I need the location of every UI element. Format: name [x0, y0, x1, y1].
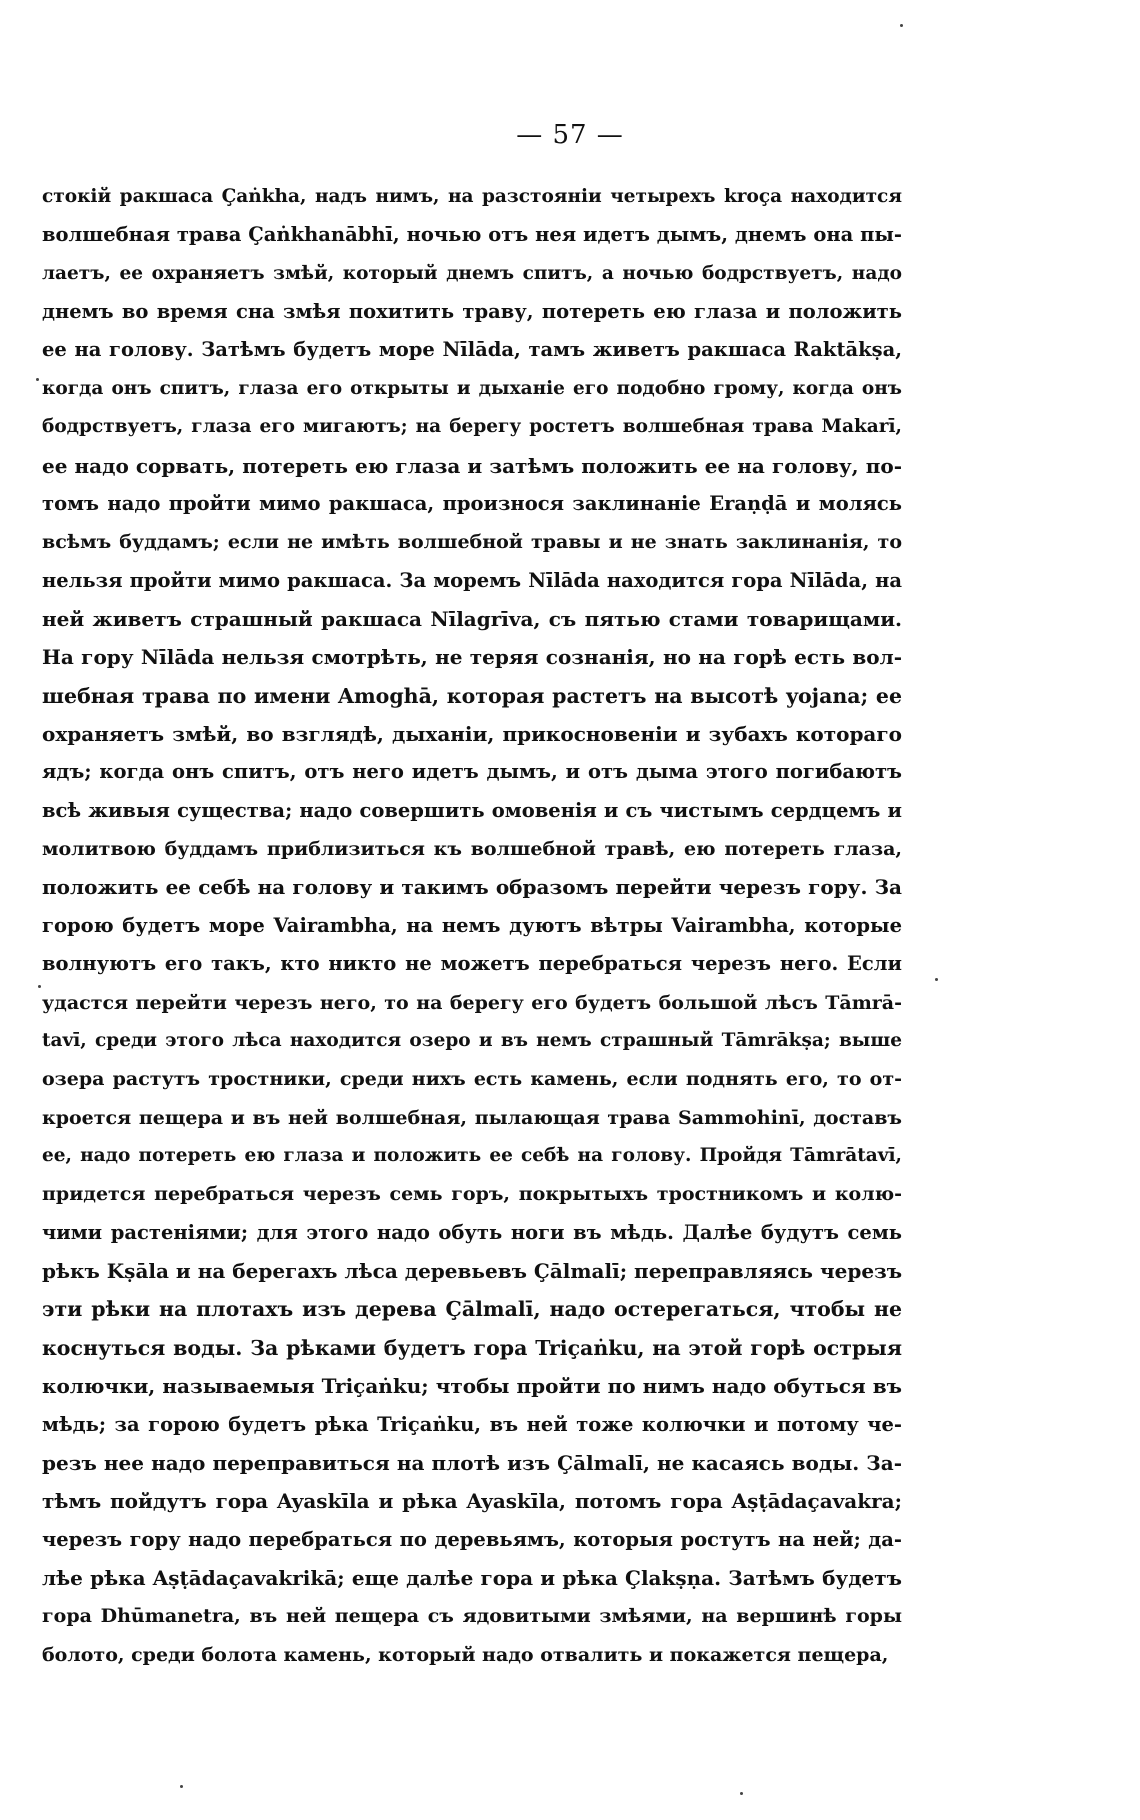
- text-line: черезъ гору надо перебраться по деревьямъ, которыя ростутъ на ней; да-: [42, 1527, 902, 1551]
- body-text: [42, 178, 902, 1674]
- page-number: — 57 —: [516, 120, 624, 150]
- text-line: удастся перейти черезъ него, то на берегу его будетъ большой лѣсъ Tāmrā-: [42, 991, 902, 1014]
- text-line: придется перебраться черезъ семь горъ, покрытыхъ тростникомъ и колю-: [42, 1183, 902, 1206]
- text-line: лаетъ, ее охраняетъ змѣй, который днемъ спитъ, а ночью бодрствуетъ, надо: [42, 262, 902, 284]
- text-line: tavī, среди этого лѣса находится озеро и въ немъ страшный Tāmrākṣa; выше: [42, 1029, 902, 1051]
- text-line: коснуться воды. За рѣками будетъ гора Triçaṅku, на этой горѣ острыя: [42, 1335, 902, 1360]
- text-line: чими растеніями; для этого надо обуть ноги въ мѣдь. Далѣе будутъ семь: [42, 1220, 902, 1244]
- scan-speck: [180, 1785, 183, 1788]
- text-line: охраняетъ змѣй, во взглядѣ, дыханіи, прикосновеніи и зубахъ котораго: [42, 722, 902, 747]
- text-line: ее, надо потереть ею глаза и положить ее себѣ на голову. Пройдя Tāmrātavī,: [42, 1144, 902, 1166]
- text-line: колючки, называемыя Triçaṅku; чтобы пройти по нимъ надо обуться въ: [42, 1374, 902, 1399]
- text-line: бодрствуетъ, глаза его мигаютъ; на берегу ростетъ волшебная трава Makarī,: [42, 416, 902, 438]
- text-line: всѣ живыя существа; надо совершить омовенія и съ чистымъ сердцемъ и: [42, 798, 902, 822]
- scan-speck: [38, 985, 41, 988]
- text-line: горою будетъ море Vairambha, на немъ дуютъ вѣтры Vairambha, которые: [42, 913, 902, 937]
- text-line: шебная трава по имени Amoghā, которая растетъ на высотѣ yojana; ее: [42, 683, 902, 708]
- text-line: лѣе рѣка Aṣṭādaçavakrikā; еще далѣе гора и рѣка Çlakṣṇa. Затѣмъ будетъ: [42, 1565, 902, 1590]
- text-line: ядъ; когда онъ спитъ, отъ него идетъ дымъ, и отъ дыма этого погибаютъ: [42, 760, 902, 784]
- text-line: ней живетъ страшный ракшаса Nīlagrīva, съ пятью стами товарищами.: [42, 606, 902, 631]
- text-line: тѣмъ пойдутъ гора Ayaskīla и рѣка Ayaskīla, потомъ гора Aṣṭādaçavakra;: [42, 1489, 902, 1514]
- text-line: стокій ракшаса Çaṅkha, надъ нимъ, на разстояніи четырехъ kroça находится: [42, 186, 902, 207]
- text-line: кроется пещера и въ ней волшебная, пылающая трава Sammohinī, доставъ: [42, 1106, 902, 1129]
- text-line: мѣдь; за горою будетъ рѣка Triçaṅku, въ ней тоже колючки и потому че-: [42, 1412, 902, 1436]
- text-line: озера растутъ тростники, среди нихъ есть камень, если поднять его, то от-: [42, 1068, 902, 1091]
- text-line: ее надо сорвать, потереть ею глаза и затѣмъ положить ее на голову, по-: [42, 453, 902, 478]
- text-line: рѣкъ Kṣāla и на берегахъ лѣса деревьевъ Çālmalī; переправляясь черезъ: [42, 1259, 902, 1284]
- text-line: когда онъ спитъ, глаза его открыты и дыханіе его подобно грому, когда онъ: [42, 377, 902, 399]
- text-line: эти рѣки на плотахъ изъ дерева Çālmalī, надо остерегаться, чтобы не: [42, 1297, 902, 1322]
- text-line: волшебная трава Çaṅkhanābhī, ночью отъ нея идетъ дымъ, днемъ она пы-: [42, 223, 902, 247]
- text-line: положить ее себѣ на голову и такимъ образомъ перейти черезъ гору. За: [42, 875, 902, 900]
- text-line: нельзя пройти мимо ракшаса. За моремъ Nīlāda находится гора Nīlāda, на: [42, 568, 902, 592]
- scan-speck: [36, 378, 39, 381]
- text-line: На гору Nīlāda нельзя смотрѣть, не теряя сознанія, но на горѣ есть вол-: [42, 645, 902, 670]
- text-line: днемъ во время сна змѣя похитить траву, потереть ею глаза и положить: [42, 300, 902, 324]
- text-line: томъ надо пройти мимо ракшаса, произнося заклинаніе Eraṇḍā и молясь: [42, 491, 902, 515]
- scan-speck: [935, 978, 938, 981]
- text-line: молитвою буддамъ приблизиться къ волшебной травѣ, ею потереть глаза,: [42, 838, 902, 861]
- scan-speck: [740, 1792, 743, 1795]
- text-line: гора Dhūmanetra, въ ней пещера съ ядовитыми змѣями, на вершинѣ горы: [42, 1605, 902, 1628]
- scan-speck: [900, 24, 903, 27]
- text-line: ее на голову. Затѣмъ будетъ море Nīlāda, тамъ живетъ ракшаса Raktākṣa,: [42, 338, 902, 362]
- text-line: резъ нее надо переправиться на плотѣ изъ Çālmalī, не касаясь воды. За-: [42, 1450, 902, 1475]
- text-line: всѣмъ буддамъ; если не имѣть волшебной травы и не знать заклинанія, то: [42, 531, 902, 554]
- text-line: волнуютъ его такъ, кто никто не можетъ перебраться черезъ него. Если: [42, 952, 902, 976]
- text-line: болото, среди болота камень, который надо отвалить и покажется пещера,: [42, 1643, 889, 1666]
